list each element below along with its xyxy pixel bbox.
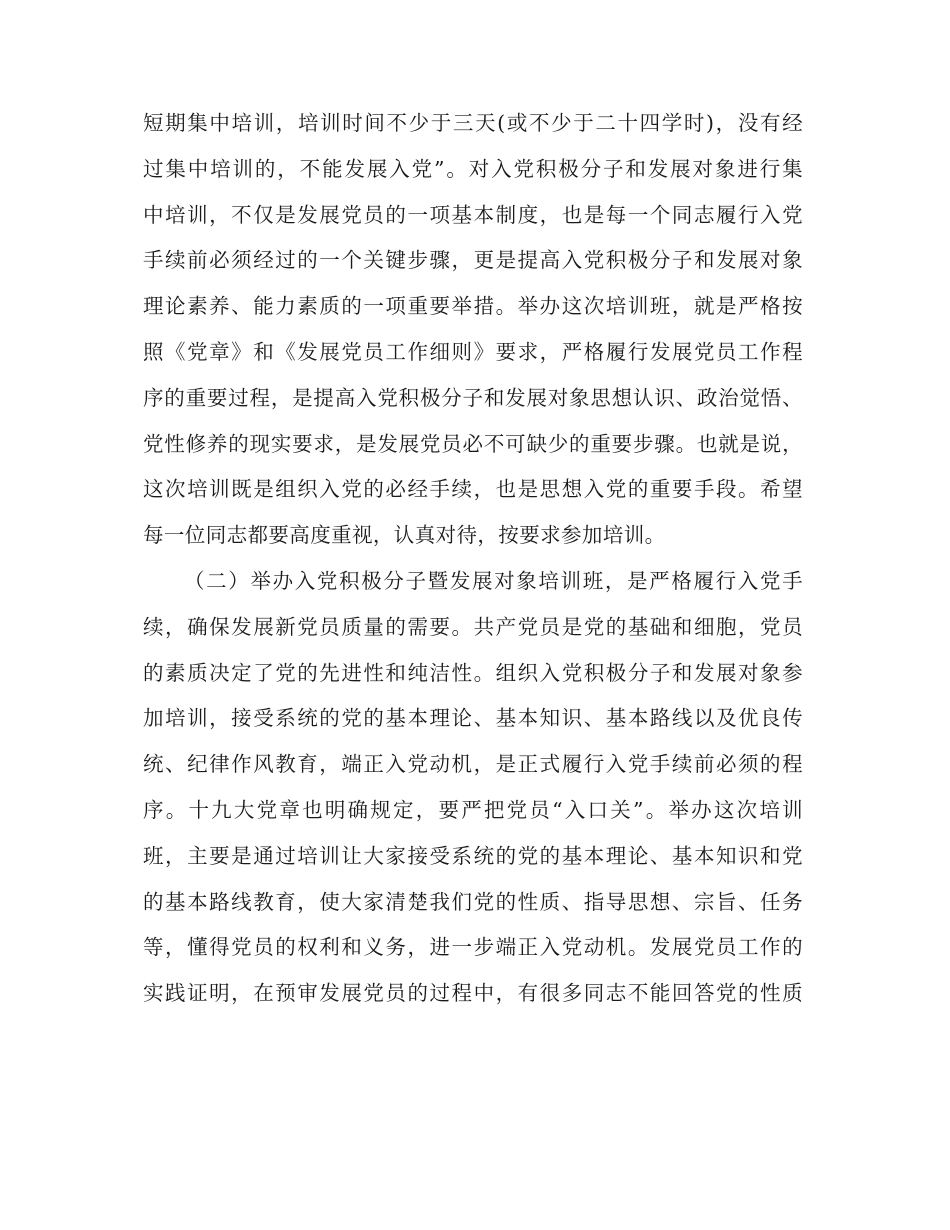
text-line: 加培训，接受系统的党的基本理论、基本知识、基本路线以及优良传 [143, 706, 803, 731]
text-line: 统、纪律作风教育，端正入党动机，是正式履行入党手续前必须的程 [143, 752, 803, 777]
text-line: 班，主要是通过培训让大家接受系统的党的基本理论、基本知识和党 [143, 843, 803, 868]
text-line: 这次培训既是组织入党的必经手续，也是思想入党的重要手段。希望 [143, 477, 803, 502]
text-line: 的素质决定了党的先进性和纯洁性。组织入党积极分子和发展对象参 [143, 660, 803, 685]
paragraph-start-line: （二）举办入党积极分子暨发展对象培训班，是严格履行入党手 [184, 568, 803, 593]
text-line: 的基本路线教育，使大家清楚我们党的性质、指导思想、宗旨、任务 [143, 889, 803, 914]
text-line: 手续前必须经过的一个关键步骤，更是提高入党积极分子和发展对象 [143, 248, 803, 273]
text-line: 照《党章》和《发展党员工作细则》要求，严格履行发展党员工作程 [143, 339, 803, 364]
text-line: 短期集中培训，培训时间不少于三天(或不少于二十四学时)，没有经 [143, 111, 803, 135]
text-line: 过集中培训的，不能发展入党”。对入党积极分子和发展对象进行集 [143, 156, 803, 181]
text-line: 序的重要过程，是提高入党积极分子和发展对象思想认识、政治觉悟、 [143, 385, 803, 410]
text-line: 中培训，不仅是发展党员的一项基本制度，也是每一个同志履行入党 [143, 202, 803, 227]
body-text [143, 101, 803, 1017]
text-line: 理论素养、能力素质的一项重要举措。举办这次培训班，就是严格按 [143, 294, 803, 319]
text-line: 序。十九大党章也明确规定，要严把党员“入口关”。举办这次培训 [143, 797, 803, 822]
text-line: 党性修养的现实要求，是发展党员必不可缺少的重要步骤。也就是说， [143, 431, 803, 456]
text-line: 实践证明，在预审发展党员的过程中，有很多同志不能回答党的性质 [143, 981, 803, 1006]
text-line: 等，懂得党员的权利和义务，进一步端正入党动机。发展党员工作的 [143, 935, 803, 960]
text-line: 续，确保发展新党员质量的需要。共产党员是党的基础和细胞，党员 [143, 614, 803, 639]
text-line: 每一位同志都要高度重视，认真对待，按要求参加培训。 [143, 523, 666, 548]
